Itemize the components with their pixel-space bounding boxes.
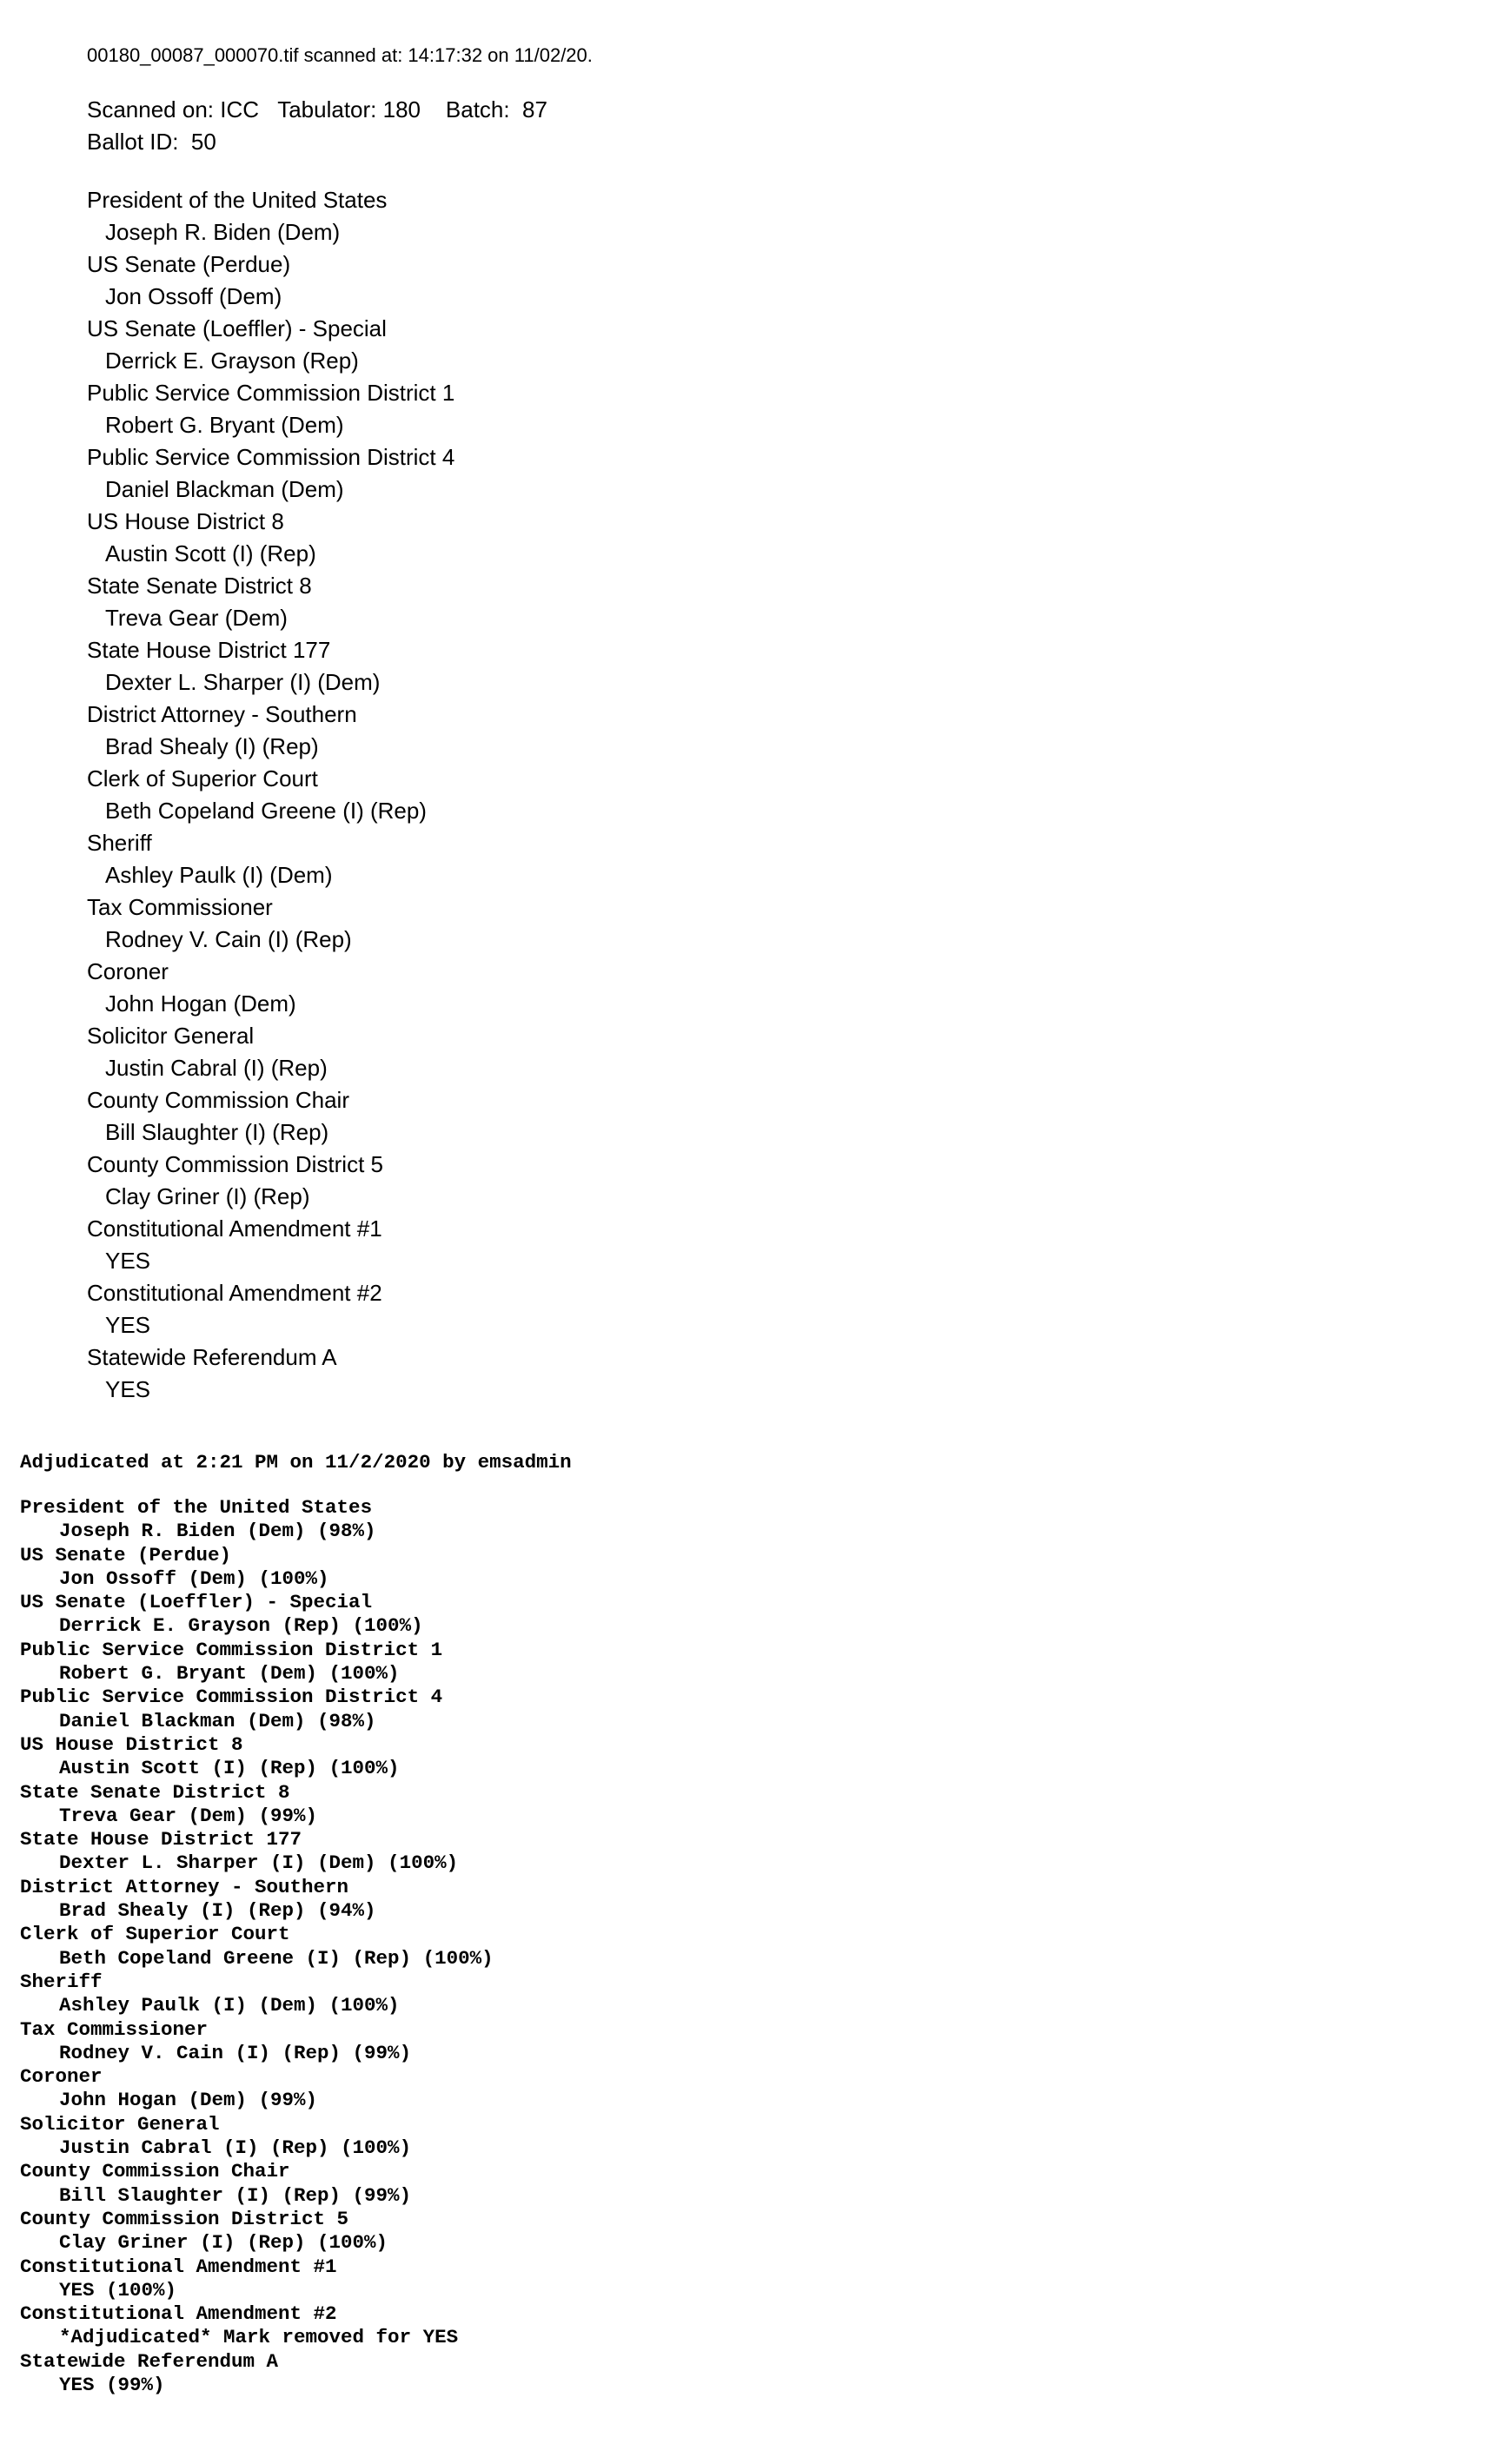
race-choice: Beth Copeland Greene (I) (Rep) (100%) [59, 1946, 494, 1970]
race-title: US Senate (Perdue) [20, 1543, 232, 1566]
ballot-id-line: Ballot ID: 50 [87, 129, 216, 155]
race-title: State House District 177 [87, 637, 331, 663]
race-choice: John Hogan (Dem) [105, 990, 296, 1017]
race-title: Solicitor General [20, 2112, 220, 2136]
race-choice: Clay Griner (I) (Rep) (100%) [59, 2231, 388, 2255]
race-choice: Jon Ossoff (Dem) (100%) [59, 1566, 329, 1590]
race-choice: YES [105, 1248, 151, 1274]
race-choice: Derrick E. Grayson (Rep) (100%) [59, 1614, 423, 1638]
race-choice: Dexter L. Sharper (I) (Dem) (100%) [59, 1851, 459, 1875]
race-title: Tax Commissioner [20, 2017, 209, 2041]
race-title: State Senate District 8 [20, 1780, 290, 1804]
race-title: County Commission Chair [20, 2160, 290, 2183]
race-title: Sheriff [87, 830, 152, 856]
race-title: Clerk of Superior Court [20, 1923, 290, 1946]
race-title: Constitutional Amendment #2 [87, 1280, 382, 1306]
race-title: US Senate (Perdue) [87, 251, 291, 277]
race-choice: Justin Cabral (I) (Rep) [105, 1055, 328, 1081]
race-title: Statewide Referendum A [87, 1344, 337, 1370]
race-choice: Brad Shealy (I) (Rep) (94%) [59, 1899, 376, 1923]
race-title: County Commission Chair [87, 1087, 349, 1113]
scan-metadata-line: 00180_00087_000070.tif scanned at: 14:17:32 on 11/02/20. [87, 44, 593, 66]
race-choice: Rodney V. Cain (I) (Rep) [105, 926, 352, 952]
race-choice: Ashley Paulk (I) (Dem) [105, 862, 333, 888]
race-title: District Attorney - Southern [20, 1875, 349, 1898]
race-choice: Dexter L. Sharper (I) (Dem) [105, 669, 381, 695]
race-title: District Attorney - Southern [87, 701, 357, 727]
race-title: President of the United States [20, 1496, 373, 1519]
scanned-ballot-section [87, 38, 1443, 1406]
race-choice: YES (99%) [59, 2373, 165, 2396]
race-title: Tax Commissioner [87, 894, 273, 920]
race-title: Sheriff [20, 1970, 103, 1993]
race-choice: Austin Scott (I) (Rep) (100%) [59, 1757, 400, 1780]
race-choice: Treva Gear (Dem) [105, 605, 288, 631]
race-title: Coroner [20, 2065, 103, 2089]
race-choice: Derrick E. Grayson (Rep) [105, 348, 359, 374]
race-title: Solicitor General [87, 1023, 255, 1049]
scanned-race-list [87, 184, 1443, 1406]
race-choice: Robert G. Bryant (Dem) (100%) [59, 1662, 400, 1686]
race-title: County Commission District 5 [20, 2207, 349, 2230]
race-choice: Austin Scott (I) (Rep) [105, 540, 316, 566]
race-choice: Justin Cabral (I) (Rep) (100%) [59, 2136, 412, 2160]
race-title: Public Service Commission District 1 [87, 380, 455, 406]
race-choice: Daniel Blackman (Dem) (98%) [59, 1709, 376, 1732]
race-choice: Brad Shealy (I) (Rep) [105, 733, 319, 759]
race-title: US Senate (Loeffler) - Special [20, 1591, 373, 1614]
scanned-on-line: Scanned on: ICC Tabulator: 180 Batch: 87 [87, 96, 547, 123]
race-title: Coroner [87, 958, 169, 984]
race-title: Public Service Commission District 4 [87, 444, 455, 470]
race-choice: Rodney V. Cain (I) (Rep) (99%) [59, 2041, 412, 2064]
race-choice: Bill Slaughter (I) (Rep) [105, 1119, 329, 1145]
race-title: President of the United States [87, 187, 388, 213]
race-title: Public Service Commission District 1 [20, 1638, 443, 1661]
race-title: Statewide Referendum A [20, 2349, 279, 2373]
adjudicated-race-list [20, 1496, 1463, 2397]
race-title: Constitutional Amendment #1 [87, 1215, 382, 1242]
race-choice: Robert G. Bryant (Dem) [105, 412, 344, 438]
race-title: State House District 177 [20, 1828, 302, 1851]
scan-info-block [87, 94, 1443, 158]
race-title: Public Service Commission District 4 [20, 1686, 443, 1709]
race-title: Clerk of Superior Court [87, 765, 318, 792]
race-choice: YES [105, 1312, 151, 1338]
race-choice: Treva Gear (Dem) (99%) [59, 1804, 318, 1827]
race-choice: Daniel Blackman (Dem) [105, 476, 344, 502]
race-title: Constitutional Amendment #2 [20, 2302, 337, 2326]
race-choice: Joseph R. Biden (Dem) [105, 219, 341, 245]
race-title: County Commission District 5 [87, 1151, 383, 1177]
race-choice: John Hogan (Dem) (99%) [59, 2089, 318, 2112]
race-title: US House District 8 [20, 1732, 243, 1756]
race-choice: Clay Griner (I) (Rep) [105, 1183, 310, 1209]
race-choice: YES (100%) [59, 2278, 177, 2302]
adjudication-section [20, 1449, 1463, 2397]
race-choice: Ashley Paulk (I) (Dem) (100%) [59, 1994, 400, 2017]
race-title: State Senate District 8 [87, 573, 312, 599]
race-choice: *Adjudicated* Mark removed for YES [59, 2326, 459, 2349]
race-title: Constitutional Amendment #1 [20, 2255, 337, 2278]
race-choice: Joseph R. Biden (Dem) (98%) [59, 1520, 376, 1543]
race-choice: Jon Ossoff (Dem) [105, 283, 282, 309]
race-title: US Senate (Loeffler) - Special [87, 315, 387, 341]
race-choice: Bill Slaughter (I) (Rep) (99%) [59, 2183, 412, 2207]
adjudication-header: Adjudicated at 2:21 PM on 11/2/2020 by emsadmin [20, 1451, 572, 1474]
race-title: US House District 8 [87, 508, 284, 534]
race-choice: YES [105, 1376, 151, 1402]
race-choice: Beth Copeland Greene (I) (Rep) [105, 798, 427, 824]
